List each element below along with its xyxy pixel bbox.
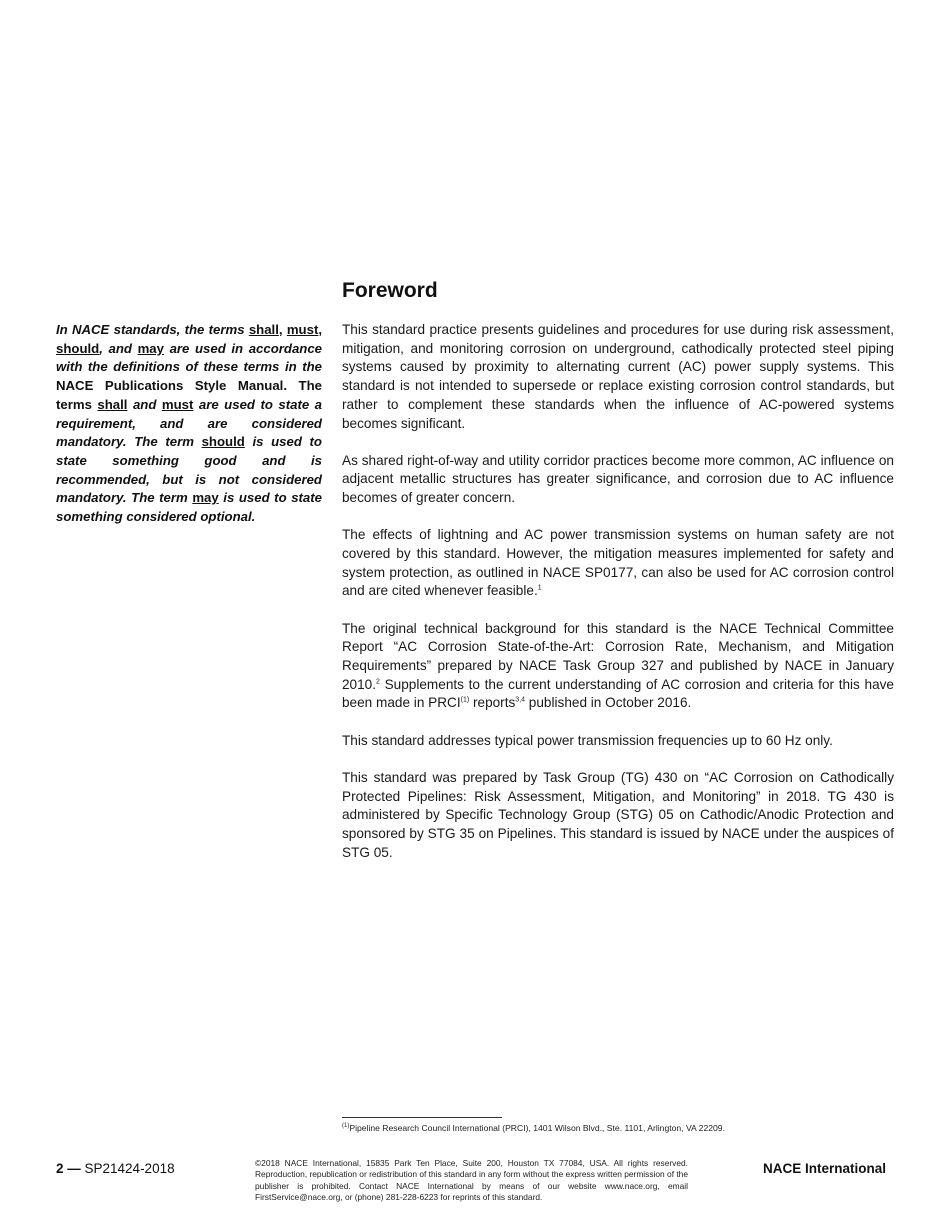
reference-number: 3,4	[515, 696, 526, 704]
paragraph-text: Supplements to the current understanding of AC corrosion and criteria for this have been made in PRCI	[342, 676, 894, 711]
page-identifier	[56, 1160, 175, 1178]
note-text: ,	[318, 322, 323, 337]
paragraph: This standard was prepared by Task Group (TG) 430 on “AC Corrosion on Cathodically Protected Pipelines: Risk Assessment, Mitigation, and Monitoring” in 2018. TG 430 is administered by Specific Technology Group (STG) 05 on Cathodic/Anodic Protection and sponsored by STG 35 on Pipelines. This standard is issued by NACE under the auspices of STG 05.	[342, 769, 894, 860]
footnote-divider	[342, 1117, 502, 1118]
note-text: are used in accordance with the definitions of these terms in the	[56, 340, 322, 375]
paragraph-text: The effects of lightning and AC power transmission systems on human safety are not covered by this standard. However, the mitigation measures implemented for safety and system protection, as outlined in NACE SP0177, can also be used for AC corrosion control and are cited whenever feasible.	[342, 527, 894, 599]
term-should: should	[56, 340, 100, 356]
style-manual-title: NACE Publications Style Manual	[56, 378, 284, 394]
paragraph-text: reports	[469, 695, 516, 711]
paragraph-text: published in October 2016.	[525, 695, 692, 711]
reference-number: 2	[376, 678, 380, 686]
publisher-name: NACE International	[763, 1161, 887, 1176]
paragraph	[342, 620, 894, 714]
term-may: may	[192, 490, 219, 506]
page-number: 2 —	[56, 1161, 81, 1176]
foreword-body	[342, 321, 894, 881]
paragraph	[342, 526, 894, 601]
note-text: In NACE standards, the terms	[56, 322, 249, 337]
section-title: Foreword	[342, 279, 438, 302]
footnote-marker: (1)	[342, 1123, 350, 1130]
document-id: SP21424-2018	[80, 1161, 175, 1176]
note-text: and	[127, 396, 162, 412]
note-text: is used to state something considered optional.	[56, 490, 322, 525]
note-text: , and	[99, 340, 138, 356]
term-may: may	[137, 340, 164, 356]
reference-number: 1	[537, 584, 542, 592]
paragraph: This standard practice presents guidelines and procedures for use during risk assessment, mitigation, and monitoring corrosion on underground, cathodically protected steel piping systems caused by proximity to alternating current (AC) power supply systems. This standard is not intended to supersede or replace existing corrosion control standards, but rather to complement these standards when the influence of AC-powered systems becomes significant.	[342, 322, 894, 431]
note-text: are used to state a requirement, and are considered mandatory. The term	[56, 396, 322, 450]
footnote	[342, 1122, 725, 1134]
note-text: ,	[278, 322, 287, 337]
copyright-notice: ©2018 NACE International, 15835 Park Ten Place, Suite 200, Houston TX 77084, USA. All rights reserved. Reproduction, republication or redistribution of this standard in any form without the express written permission of the publisher is prohibited. Contact NACE International by means of our website www.nace.org, email FirstService@nace.org, or (phone) 281-228-6223 for reprints of this standard.	[255, 1158, 688, 1202]
footnote-marker: (1)	[460, 696, 470, 704]
term-must: must	[161, 396, 194, 412]
note-text: is used to state something good and is recommended, but is not considered mandatory. The term	[56, 434, 322, 506]
term-must: must	[286, 322, 319, 337]
paragraph: This standard addresses typical power transmission frequencies up to 60 Hz only.	[342, 732, 833, 748]
term-shall: shall	[248, 322, 279, 337]
term-shall: shall	[97, 396, 128, 412]
term-should: should	[201, 434, 245, 450]
paragraph-text: The original technical background for this standard is the NACE Technical Committee Report “AC Corrosion State-of-the-Art: Corrosion Rate, Mechanism, and Mitigation Requirements” prepared by NACE Task Group 327 and published by NACE in January 2010.	[342, 620, 894, 692]
paragraph: As shared right-of-way and utility corridor practices become more common, AC influence on adjacent metallic structures has greater significance, and corrosion due to AC influence becomes of greater concern.	[342, 452, 894, 506]
terminology-note	[56, 321, 322, 527]
note-text: . The terms	[56, 378, 322, 412]
footnote-text: Pipeline Research Council International (PRCI), 1401 Wilson Blvd., Ste. 1101, Arlington, VA 22209.	[349, 1123, 725, 1133]
